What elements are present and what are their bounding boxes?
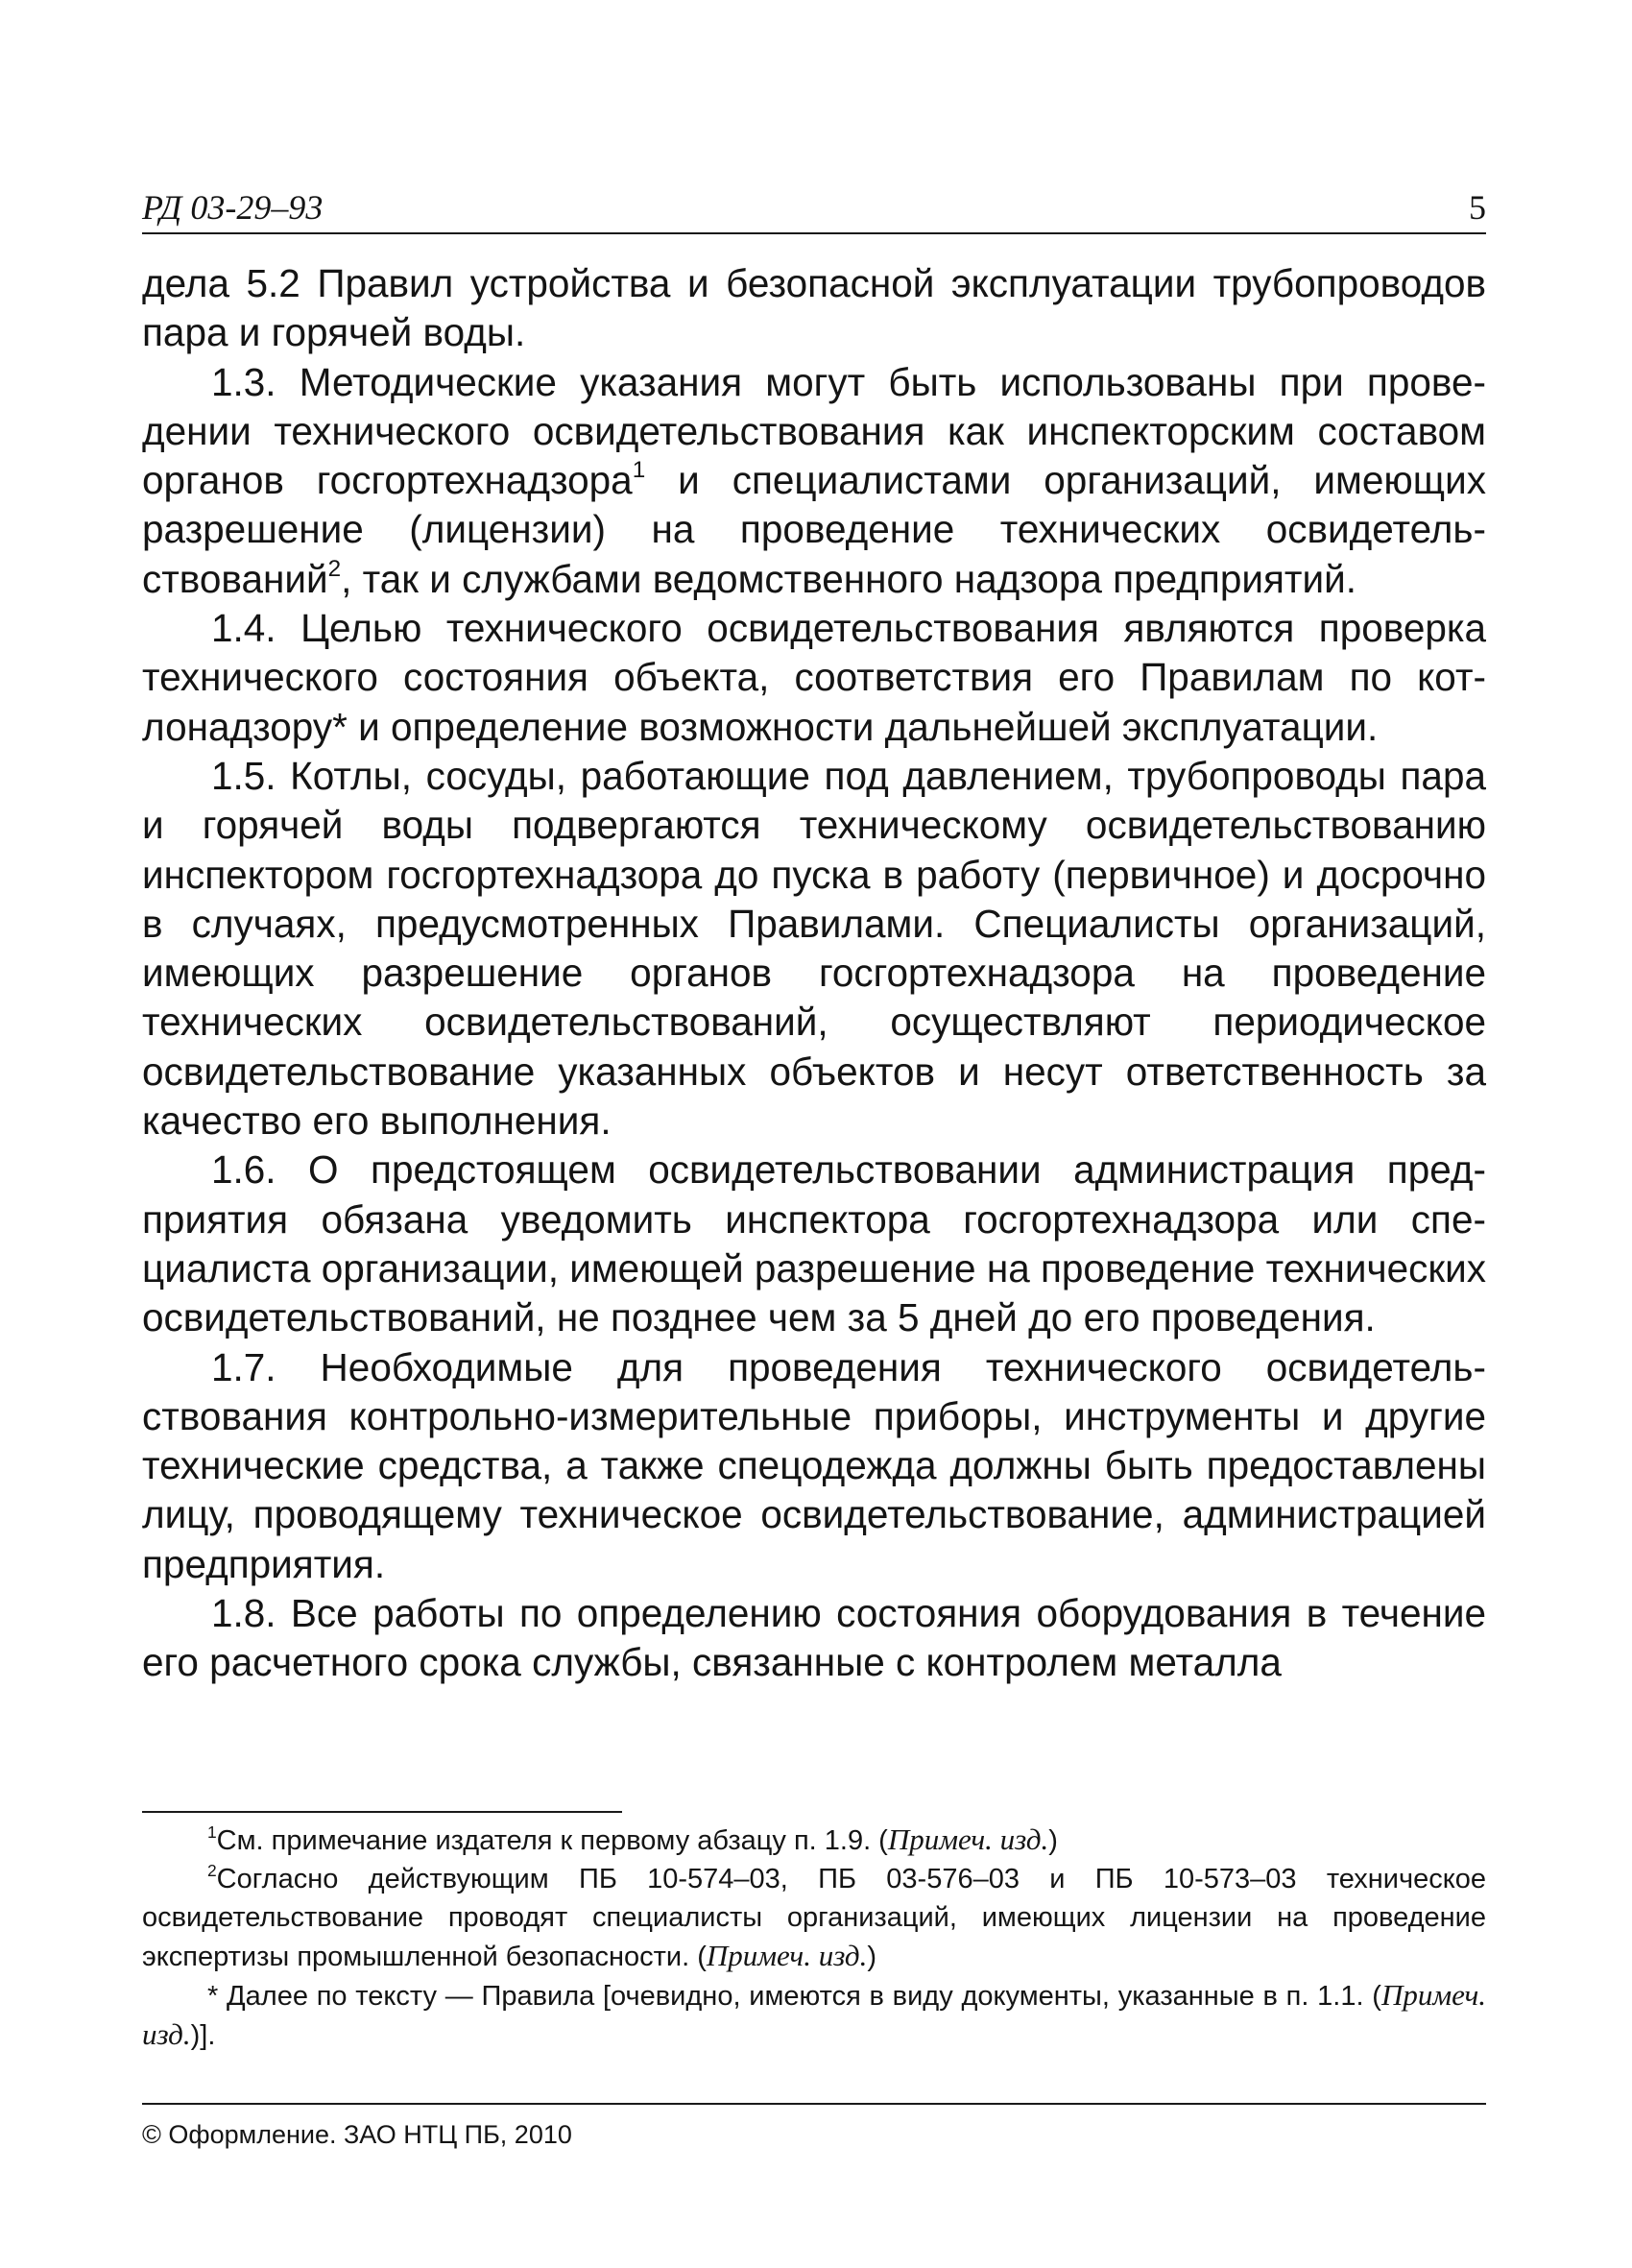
footnote-1-text: См. примечание издателя к первому абзацу п. 1.9. ( [216, 1825, 888, 1856]
footnote-2-mark: 2 [207, 1860, 217, 1880]
paragraph-1-3-part1: 1.3. Методические указания могут быть использованы при проведении технического освидетельствования как инспекторским составом органов госгортехнадзора [142, 359, 1486, 503]
copyright-notice: © Оформление. ЗАО НТЦ ПБ, 2010 [142, 2120, 572, 2149]
footnote-2-end: ) [867, 1942, 876, 1972]
paragraph-1-8: 1.8. Все работы по определению состояния оборудования в течение его расчетного срока службы, связанные с контролем металла [142, 1591, 1486, 1685]
footnote-1-mark: 1 [207, 1822, 217, 1842]
footnote-3-text: * Далее по тексту — Правила [очевидно, имеются в виду документы, указанные в п. 1.1. ( [207, 1981, 1381, 2012]
paragraph-1-3 [142, 358, 1486, 604]
paragraph-1-4: 1.4. Целью технического освидетельствования являются проверка технического состояния объекта, соответствия его Правилам по котлонадзору* и определение возможности дальнейшей эксплуатации. [142, 606, 1486, 749]
footnote-2 [142, 1860, 1486, 1976]
paragraph-1-5: 1.5. Котлы, сосуды, работающие под давлением, трубопроводы пара и горячей воды подвергаются техническому освидетельствованию инспектором госгортехнадзора до пуска в работу (первичное) и досрочно в случаях, предусмотренных Правилами. Специалисты организаций, имеющих разрешение органов госгортехнадзора на проведение технических освидетельствований, осуществляют периодическое освидетельствование указанных объектов и несут ответственность за качество его выполнения. [142, 753, 1486, 1144]
running-header [142, 188, 1486, 234]
body-text [142, 259, 1486, 1688]
footnote-ref-1: 1 [632, 457, 646, 484]
page-number: 5 [1469, 188, 1486, 227]
document-code: РД 03-29–93 [142, 188, 324, 227]
footnote-3 [142, 1976, 1486, 2055]
footnote-1-end: ) [1048, 1825, 1058, 1856]
paragraph-1-7: 1.7. Необходимые для проведения технического освидетельствования контрольно-измерительные приборы, инструменты и другие технические средства, а также спецодежда должны быть предоставлены лицу, проводящему техническое освидетельствование, администрацией предприятия. [142, 1344, 1486, 1586]
paragraph-1-3-part3: , так и службами ведомственного надзора предприятий. [341, 556, 1356, 601]
footnote-ref-2: 2 [327, 555, 342, 582]
footnote-2-text: Согласно действующим ПБ 10-574–03, ПБ 03-576–03 и ПБ 10-573–03 техническое освидетельствование проводят специалисты организаций, имеющих лицензии на проведение экспертизы промышленной безопасности. ( [142, 1864, 1486, 1972]
footnote-2-note: Примеч. изд. [706, 1939, 868, 1972]
footnote-3-note: Примеч. изд. [142, 1978, 1486, 2051]
footnote-3-end: )]. [190, 2020, 216, 2051]
document-page [142, 188, 1486, 2205]
footer-divider [142, 2103, 1486, 2105]
footnotes [142, 1821, 1486, 2055]
paragraph-1-6: 1.6. О предстоящем освидетельствовании администрация предприятия обязана уведомить инспектора госгортехнадзора или специалиста организации, имеющей разрешение на проведение технических освидетельствований, не позднее чем за 5 дней до его проведения. [142, 1147, 1486, 1340]
footnote-divider [142, 1811, 622, 1813]
footnote-1-note: Примеч. изд. [887, 1822, 1049, 1856]
paragraph-1-3-part2: и специалистами организаций, имеющих разрешение (лицензии) на проведение технических освидетельствований [142, 458, 1486, 601]
footnote-1 [142, 1821, 1486, 1860]
paragraph-continued: дела 5.2 Правил устройства и безопасной эксплуатации трубопроводов пара и горячей воды. [142, 261, 1486, 355]
